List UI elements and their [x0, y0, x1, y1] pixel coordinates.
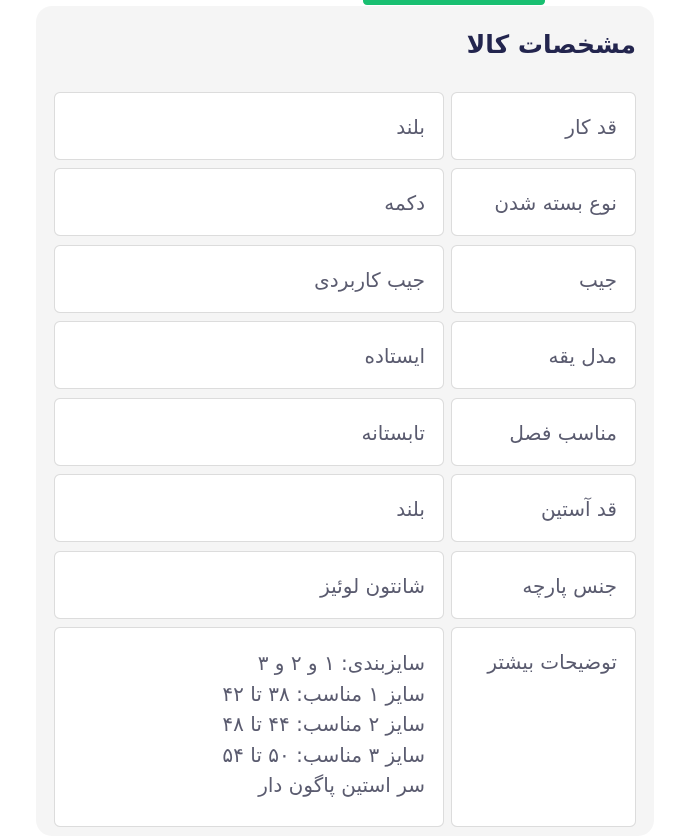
section-title: مشخصات کالا — [466, 30, 636, 59]
spec-value: ایستاده — [54, 321, 444, 389]
spec-row-fabric — [54, 551, 636, 619]
description-line: سایز ۳ مناسب: ۵۰ تا ۵۴ — [222, 742, 425, 767]
spec-row-sleeve — [54, 474, 636, 542]
spec-row-length — [54, 92, 636, 160]
spec-row-season — [54, 398, 636, 466]
spec-label: نوع بسته شدن — [451, 168, 636, 236]
description-line: سایزبندی: ۱ و ۲ و ۳ — [257, 651, 425, 675]
spec-value-description — [54, 627, 444, 827]
spec-label: جیب — [451, 245, 636, 313]
spec-value: جیب کاربردی — [54, 245, 444, 313]
spec-value: بلند — [54, 474, 444, 542]
spec-row-more-info — [54, 627, 636, 827]
spec-value: بلند — [54, 92, 444, 160]
description-line: سایز ۱ مناسب: ۳۸ تا ۴۲ — [222, 681, 425, 706]
spec-label: توضیحات بیشتر — [451, 627, 636, 827]
spec-value: تابستانه — [54, 398, 444, 466]
description-line: سایز ۲ مناسب: ۴۴ تا ۴۸ — [222, 712, 425, 736]
spec-value: شانتون لوئیز — [54, 551, 444, 619]
spec-row-closure — [54, 168, 636, 236]
product-specs-card — [36, 6, 654, 836]
spec-label: مناسب فصل — [451, 398, 636, 466]
spec-value: دکمه — [54, 168, 444, 236]
spec-row-pocket — [54, 245, 636, 313]
spec-label: مدل یقه — [451, 321, 636, 389]
spec-label: قد کار — [451, 92, 636, 160]
active-tab-indicator — [363, 0, 545, 5]
description-line: سر استین پاگون دار — [258, 773, 425, 797]
spec-label: قد آستین — [451, 474, 636, 542]
spec-row-collar — [54, 321, 636, 389]
spec-label: جنس پارچه — [451, 551, 636, 619]
